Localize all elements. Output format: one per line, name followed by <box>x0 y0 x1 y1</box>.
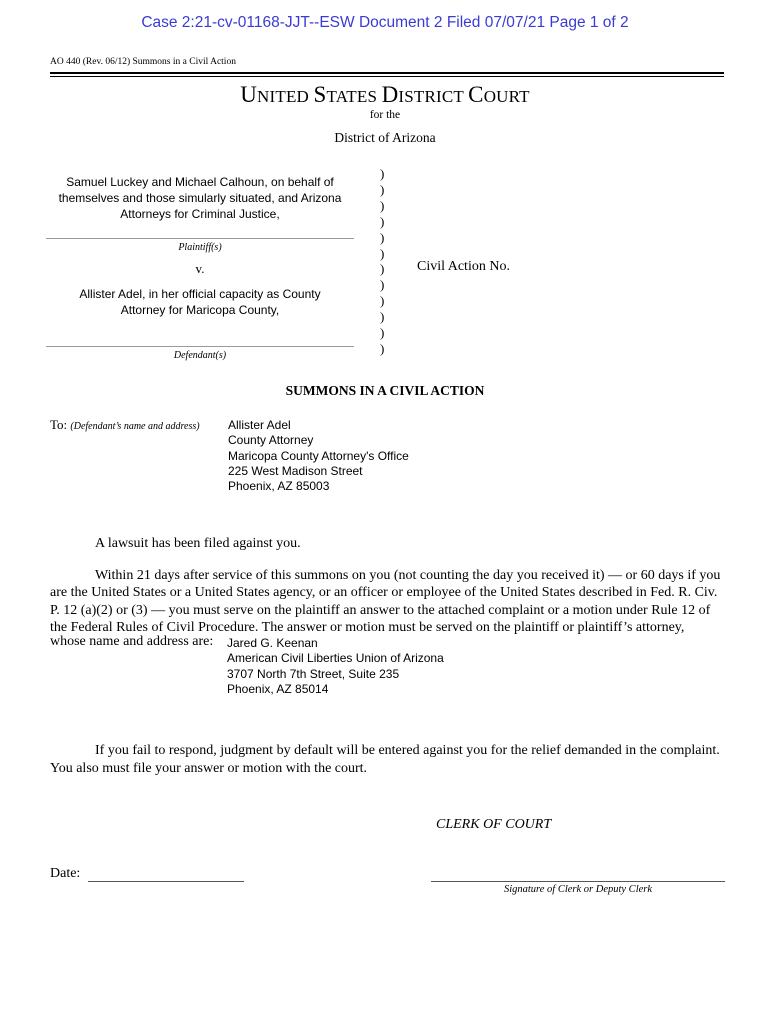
district-name: District of Arizona <box>334 130 436 145</box>
court-title-initial: C <box>468 82 484 107</box>
address-line: County Attorney <box>228 433 314 448</box>
header-rule-thin <box>50 76 724 77</box>
plaintiff-label: Plaintiff(s) <box>178 242 222 253</box>
defendant-line: Attorney for Maricopa County, <box>120 303 280 317</box>
paragraph-line: whose name and address are: <box>50 634 214 649</box>
form-identifier: AO 440 (Rev. 06/12) Summons in a Civil Action <box>50 57 236 67</box>
paragraph-line: Within 21 days after service of this summons on you (not counting the day you received it) — or 60 days if you <box>95 568 721 583</box>
signature-line <box>431 881 725 882</box>
bracket: ) <box>380 293 385 309</box>
plaintiff-rule <box>46 238 354 239</box>
signature-label: Signature of Clerk or Deputy Clerk <box>503 884 653 895</box>
address-line: Phoenix, AZ 85014 <box>227 681 329 696</box>
versus-label: v. <box>195 261 205 276</box>
default-judgment-warning: If you fail to respond, judgment by default will be entered against you for the relief demanded in the complaint. You also must file your answer or motion with the court. <box>50 743 720 776</box>
bracket: ) <box>380 245 385 261</box>
caption-brackets <box>380 166 384 357</box>
bracket: ) <box>380 325 385 341</box>
court-title-part: NITED <box>257 87 314 106</box>
plaintiff-line: Samuel Luckey and Michael Calhoun, on behalf of <box>66 175 334 189</box>
court-title-part: OURT <box>483 87 530 106</box>
court-title-part: TATES <box>326 87 382 106</box>
bracket: ) <box>380 229 385 245</box>
court-title <box>0 82 770 108</box>
plaintiff-line: Attorneys for Criminal Justice, <box>120 207 280 221</box>
defendant-rule <box>46 346 354 347</box>
defendant-address <box>228 418 409 494</box>
court-title-initial: U <box>240 82 258 107</box>
attorney-address <box>227 636 444 697</box>
bracket: ) <box>380 340 385 356</box>
to-text: To: <box>50 417 68 432</box>
plaintiff-names <box>46 174 354 222</box>
court-title-initial: S <box>313 82 327 107</box>
address-line: Jared G. Keenan <box>227 636 318 650</box>
lawsuit-notice: A lawsuit has been filed against you. <box>95 536 301 551</box>
date-field-line <box>88 881 244 882</box>
defendant-line: Allister Adel, in her official capacity as County <box>79 287 321 301</box>
header-rule-thick <box>50 72 724 74</box>
case-stamp: Case 2:21-cv-01168-JJT--ESW Document 2 Filed 07/07/21 Page 1 of 2 <box>141 14 629 31</box>
address-line: Maricopa County Attorney's Office <box>228 448 409 463</box>
to-label <box>50 417 200 433</box>
defendant-names <box>46 286 354 318</box>
summons-title: SUMMONS IN A CIVIL ACTION <box>285 383 485 398</box>
bracket: ) <box>380 309 385 325</box>
court-title-part: ISTRICT <box>398 87 469 106</box>
response-instructions <box>50 567 726 637</box>
address-line: 225 West Madison Street <box>228 463 363 478</box>
plaintiff-line: themselves and those simularly situated, and Arizona <box>58 191 342 205</box>
bracket: ) <box>380 166 385 181</box>
paragraph-line: the Federal Rules of Civil Procedure. The answer or motion must be served on the plaintiff or plaintiff’s attorney, <box>50 620 685 636</box>
defendant-label: Defendant(s) <box>173 350 227 361</box>
bracket: ) <box>380 277 385 293</box>
clerk-of-court: CLERK OF COURT <box>436 817 552 832</box>
to-hint: (Defendant’s name and address) <box>70 421 200 432</box>
bracket: ) <box>380 261 385 277</box>
paragraph-line: P. 12 (a)(2) or (3) — you must serve on the plaintiff an answer to the attached complaint or a motion under Rule 12 of <box>50 602 711 618</box>
bracket: ) <box>380 213 385 229</box>
court-title-initial: D <box>381 82 399 107</box>
civil-action-label: Civil Action No. <box>417 259 510 274</box>
address-line: 3707 North 7th Street, Suite 235 <box>227 666 400 681</box>
date-label: Date: <box>50 866 81 881</box>
address-line: Phoenix, AZ 85003 <box>228 479 330 494</box>
for-the-label: for the <box>369 109 401 121</box>
bracket: ) <box>380 181 385 197</box>
address-line: American Civil Liberties Union of Arizona <box>227 651 444 666</box>
bracket: ) <box>380 197 385 213</box>
address-line: Allister Adel <box>228 418 291 432</box>
paragraph-line: are the United States or a United States agency, or an officer or employee of the United States described in Fed. R. Civ. <box>50 585 718 601</box>
